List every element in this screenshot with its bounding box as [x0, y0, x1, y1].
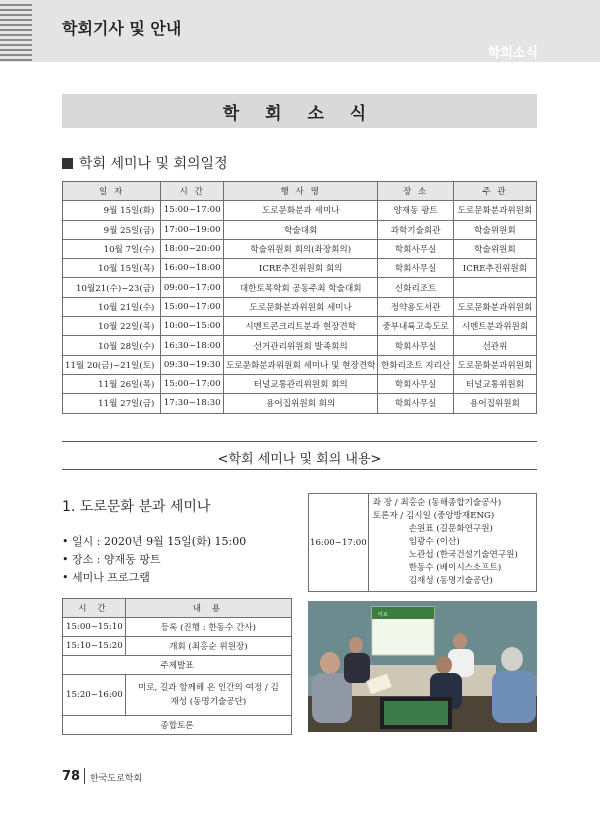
schedule-heading — [62, 153, 228, 173]
program-time: 15:00~15:10 — [63, 618, 126, 637]
header-band — [0, 0, 600, 62]
seminar-info-list — [62, 533, 246, 587]
table-row — [63, 656, 292, 675]
row-place: 신화리조트 — [378, 278, 453, 297]
row-date: 11월 27일(금) — [63, 394, 161, 413]
table-row — [63, 675, 292, 716]
seminar-photo — [308, 601, 537, 732]
screen-text: 미로 — [378, 612, 388, 618]
program-content: 미로, 길과 함께해 온 인간의 여정 / 김재성 (동명기술공단) — [125, 675, 291, 716]
col-place: 장 소 — [378, 182, 453, 201]
row-date: 9월 15일(화) — [63, 201, 161, 220]
row-host: ICRE추진위원회 — [453, 259, 536, 278]
row-date: 9월 25일(금) — [63, 220, 161, 239]
table-row — [63, 201, 537, 220]
table-row — [63, 716, 292, 735]
col-date: 일 자 — [63, 182, 161, 201]
square-bullet-icon — [62, 158, 73, 169]
row-event: 학술위원회 회의(좌장회의) — [224, 239, 378, 258]
row-host: 도로문화분과위원회 — [453, 201, 536, 220]
row-place: 학회사무실 — [378, 394, 453, 413]
panelist: 김재성 (동명기술공단) — [408, 576, 493, 586]
seminar-photo-illustration — [308, 601, 537, 732]
table-row — [63, 259, 537, 278]
chair-line: 좌 장 / 최홍순 (동해종합기술공사) — [372, 498, 502, 508]
panelist: 임광수 (이산) — [408, 537, 460, 547]
row-date: 10월 7일(수) — [63, 239, 161, 258]
speakers-list — [368, 494, 536, 592]
col-time: 시 간 — [161, 182, 224, 201]
row-host: 도로문화분과위원회 — [453, 297, 536, 316]
schedule-heading-text: 학회 세미나 및 회의일정 — [79, 156, 228, 172]
program-time: 15:10~15:20 — [63, 637, 126, 656]
publication-name: 한국도로학회 — [90, 774, 143, 784]
seminar-date: • 일시 : 2020년 9월 15일(화) 15:00 — [62, 533, 246, 551]
col-host: 주 관 — [453, 182, 536, 201]
row-host: 시멘트분과위원회 — [453, 317, 536, 336]
content-title: <학회 세미나 및 회의 내용> — [217, 452, 382, 467]
col-program-time: 시 간 — [63, 599, 126, 618]
row-time: 15:00~17:00 — [161, 374, 224, 393]
panelist: 노관섭 (한국건설기술연구원) — [408, 550, 518, 560]
schedule-table — [62, 181, 537, 414]
row-place: 과학기술회관 — [378, 220, 453, 239]
table-row — [63, 239, 537, 258]
row-date: 11월 20(금)~21일(토) — [63, 355, 161, 374]
row-event: 용어집위원회 회의 — [224, 394, 378, 413]
row-place: 학회사무실 — [378, 259, 453, 278]
col-program-content: 내 용 — [125, 599, 291, 618]
row-time: 15:00~17:00 — [161, 297, 224, 316]
row-host: 학술위원회 — [453, 220, 536, 239]
row-place: 학회사무실 — [378, 374, 453, 393]
speakers-table — [308, 493, 537, 592]
program-content: 개회 (최홍순 위원장) — [125, 637, 291, 656]
program-content: 주제발표 — [63, 656, 292, 675]
stripe-decoration — [0, 4, 32, 64]
table-row — [63, 336, 537, 355]
program-content: 종합토론 — [63, 716, 292, 735]
table-row — [63, 220, 537, 239]
row-place: 한화리조트 지리산 — [378, 355, 453, 374]
row-event: 대한토목학회 공동주최 학술대회 — [224, 278, 378, 297]
program-header-row — [63, 599, 292, 618]
footer-divider — [84, 768, 85, 784]
divider-top — [62, 441, 537, 442]
row-time: 09:30~19:30 — [161, 355, 224, 374]
table-row — [63, 278, 537, 297]
row-host: 학술위원회 — [453, 239, 536, 258]
row-time: 17:00~19:00 — [161, 220, 224, 239]
page-number: 78 — [62, 769, 81, 784]
row-event: 도로문화분과위원회 세미나 및 현장견학 — [224, 355, 378, 374]
row-host: 터널교통위원회 — [453, 374, 536, 393]
program-time: 15:20~16:00 — [63, 675, 126, 716]
page-title: 학 회 소 식 — [222, 103, 377, 124]
row-place: 중부내륙고속도로 — [378, 317, 453, 336]
row-event: 터널교통관리위원회 회의 — [224, 374, 378, 393]
row-event: ICRE추진위원회 회의 — [224, 259, 378, 278]
row-event: 도로문화분과 세미나 — [224, 201, 378, 220]
seminar-title: 1. 도로문화 분과 세미나 — [62, 499, 211, 515]
row-event: 학술대회 — [224, 220, 378, 239]
row-date: 10월 22일(목) — [63, 317, 161, 336]
row-date: 10월 21일(수) — [63, 297, 161, 316]
table-row — [63, 618, 292, 637]
program-content: 등록 (진행 : 한동수 간사) — [125, 618, 291, 637]
table-row — [63, 355, 537, 374]
row-time: 15:00~17:00 — [161, 201, 224, 220]
row-place: 학회사무실 — [378, 239, 453, 258]
row-host: 선관위 — [453, 336, 536, 355]
row-time: 10:00~15:00 — [161, 317, 224, 336]
program-table — [62, 598, 292, 735]
seminar-program-label: • 세미나 프로그램 — [62, 569, 246, 587]
section-tab: 학회소식 — [487, 46, 538, 61]
col-event: 행 사 명 — [224, 182, 378, 201]
row-event: 시멘트콘크리트분과 현장견학 — [224, 317, 378, 336]
row-date: 10월 28일(수) — [63, 336, 161, 355]
row-place: 학회사무실 — [378, 336, 453, 355]
panelist: 손원표 (길문화연구원) — [408, 524, 493, 534]
table-row — [63, 317, 537, 336]
row-event: 선거관리위원회 발족회의 — [224, 336, 378, 355]
row-time: 17:30~18:30 — [161, 394, 224, 413]
table-row — [63, 297, 537, 316]
row-host — [453, 278, 536, 297]
row-time: 16:00~18:00 — [161, 259, 224, 278]
panel-line: 토론자 / 김시일 (중앙방재ENG) — [372, 511, 495, 521]
table-row — [63, 394, 537, 413]
panelist: 한동수 (베이시스소프트) — [408, 563, 502, 573]
row-time: 18:00~20:00 — [161, 239, 224, 258]
table-row — [63, 374, 537, 393]
section-title: 학회기사 및 안내 — [62, 19, 182, 38]
row-date: 10월21(수)~23(금) — [63, 278, 161, 297]
row-event: 도로문화분과위원회 세미나 — [224, 297, 378, 316]
row-host: 용어집위원회 — [453, 394, 536, 413]
speakers-time: 16:00~17:00 — [309, 494, 369, 592]
row-time: 09:00~17:00 — [161, 278, 224, 297]
row-time: 16:30~18:00 — [161, 336, 224, 355]
row-place: 양재동 팡트 — [378, 201, 453, 220]
table-row — [63, 637, 292, 656]
seminar-place: • 장소 : 양재동 팡트 — [62, 551, 246, 569]
schedule-header-row — [63, 182, 537, 201]
divider-bottom — [62, 469, 537, 470]
row-date: 11월 26일(목) — [63, 374, 161, 393]
row-place: 정약용도서관 — [378, 297, 453, 316]
page-title-box — [62, 94, 537, 128]
row-date: 10월 15일(목) — [63, 259, 161, 278]
row-host: 도로문화분과위원회 — [453, 355, 536, 374]
